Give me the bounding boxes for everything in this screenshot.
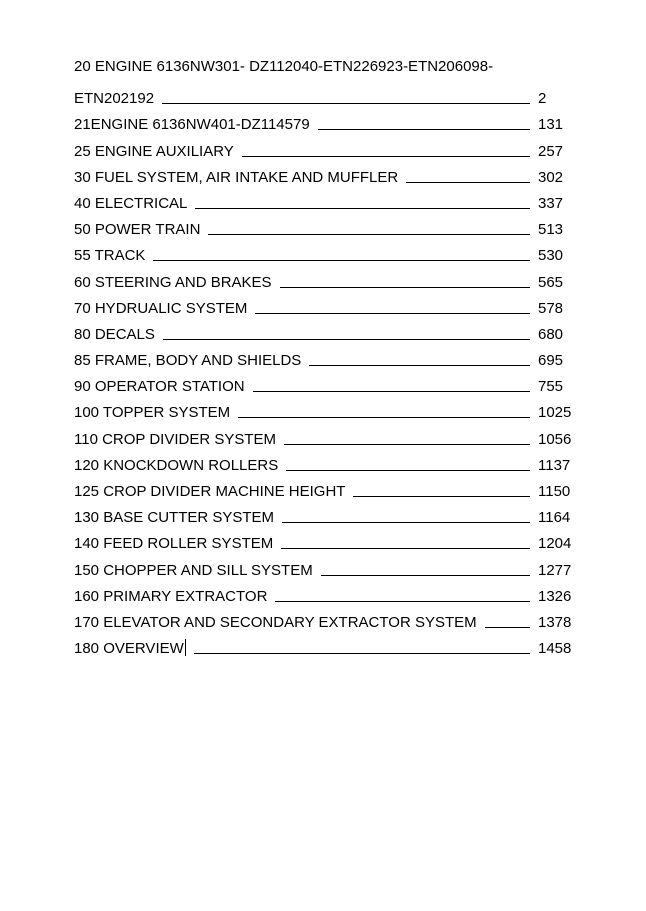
- toc-entry[interactable]: [74, 581, 574, 607]
- toc-entry-page: 1056: [538, 430, 572, 448]
- toc-entry-title: 170 ELEVATOR AND SECONDARY EXTRACTOR SYSTEM: [74, 613, 477, 631]
- toc-entry-title: 85 FRAME, BODY AND SHIELDS: [74, 352, 302, 370]
- toc-entry-title: 30 FUEL SYSTEM, AIR INTAKE AND MUFFLER: [74, 168, 399, 186]
- toc-entry[interactable]: [74, 528, 574, 554]
- toc-entry[interactable]: [74, 371, 574, 397]
- dotted-leader-line: [281, 548, 530, 549]
- dotted-leader-line: [253, 391, 530, 392]
- toc-entry-title: 80 DECALS: [74, 325, 155, 343]
- toc-entry-title: 110 CROP DIVIDER SYSTEM: [74, 430, 277, 448]
- toc-entry-title: 25 ENGINE AUXILIARY: [74, 142, 234, 160]
- dotted-leader-line: [485, 627, 530, 628]
- dotted-leader-line: [309, 365, 530, 366]
- toc-entry-20-line1[interactable]: 20 ENGINE 6136NW301- DZ112040-ETN226923-ETN206098-: [74, 58, 494, 75]
- dotted-leader-line: [318, 129, 530, 130]
- toc-entry-page: 1458: [538, 640, 572, 658]
- dotted-leader-line: [153, 260, 530, 261]
- toc-entry-page: 1277: [538, 561, 572, 579]
- toc-entry[interactable]: [74, 554, 574, 580]
- toc-entry[interactable]: [74, 397, 574, 423]
- dotted-leader-line: [282, 522, 530, 523]
- toc-entry-page: 513: [538, 221, 564, 239]
- toc-entry[interactable]: [74, 633, 574, 659]
- toc-entry[interactable]: [74, 188, 574, 214]
- toc-entry[interactable]: [74, 162, 574, 188]
- toc-entry-20[interactable]: [74, 83, 574, 109]
- toc-entry-page: 1326: [538, 587, 572, 605]
- dotted-leader-line: [280, 287, 530, 288]
- toc-entry[interactable]: [74, 423, 574, 449]
- toc-entry[interactable]: [74, 135, 574, 161]
- toc-entry[interactable]: [74, 293, 574, 319]
- dotted-leader-line: [238, 417, 530, 418]
- toc-entry[interactable]: [74, 450, 574, 476]
- toc-entry-title: 120 KNOCKDOWN ROLLERS: [74, 456, 279, 474]
- toc-entry-title: 21ENGINE 6136NW401-DZ114579: [74, 116, 310, 134]
- toc-entry[interactable]: [74, 476, 574, 502]
- toc-entry[interactable]: [74, 502, 574, 528]
- dotted-leader-line: [255, 313, 530, 314]
- toc-entry-title: 140 FEED ROLLER SYSTEM: [74, 535, 274, 553]
- toc-entry-page: 131: [538, 116, 564, 134]
- toc-entry-page: 1378: [538, 613, 572, 631]
- toc-entry-page: 2: [538, 90, 547, 108]
- table-of-contents: [74, 57, 574, 659]
- dotted-leader-line: [242, 156, 530, 157]
- dotted-leader-line: [286, 470, 530, 471]
- toc-entry[interactable]: [74, 266, 574, 292]
- toc-entry-title: 70 HYDRUALIC SYSTEM: [74, 299, 248, 317]
- toc-entry-title: 90 OPERATOR STATION: [74, 378, 245, 396]
- dotted-leader-line: [275, 601, 530, 602]
- toc-entry[interactable]: [74, 109, 574, 135]
- toc-entry-title: 125 CROP DIVIDER MACHINE HEIGHT: [74, 483, 346, 500]
- text-cursor: [185, 639, 186, 656]
- dotted-leader-line: [353, 496, 530, 497]
- dotted-leader-line: [284, 444, 530, 445]
- toc-entry-title: 50 POWER TRAIN: [74, 221, 201, 239]
- toc-entry-page: 1204: [538, 535, 572, 553]
- toc-entry-page: 257: [538, 142, 564, 160]
- toc-entry-title: ETN202192: [74, 90, 155, 108]
- toc-entry-page: 565: [538, 273, 564, 291]
- dotted-leader-line: [208, 234, 530, 235]
- dotted-leader-line: [406, 182, 530, 183]
- dotted-leader-line: [162, 103, 530, 104]
- toc-entry[interactable]: [74, 345, 574, 371]
- toc-entry-title: 60 STEERING AND BRAKES: [74, 273, 272, 291]
- toc-entry-page: 337: [538, 194, 564, 212]
- toc-entry-title: 180 OVERVIEW: [74, 640, 184, 658]
- toc-entry-page: 578: [538, 299, 564, 317]
- dotted-leader-line: [321, 575, 530, 576]
- toc-entry[interactable]: [74, 214, 574, 240]
- toc-entry[interactable]: [74, 607, 574, 633]
- toc-entry-title: 55 TRACK: [74, 247, 146, 265]
- toc-entry-title: 130 BASE CUTTER SYSTEM: [74, 509, 275, 527]
- toc-entry-page: 530: [538, 247, 564, 265]
- toc-entry-page: 1137: [538, 456, 571, 474]
- toc-entry-title: 100 TOPPER SYSTEM: [74, 404, 231, 422]
- toc-entry-title: 160 PRIMARY EXTRACTOR: [74, 587, 268, 605]
- toc-entry-page: 680: [538, 325, 564, 343]
- toc-entry-page: 1150: [538, 483, 571, 500]
- dotted-leader-line: [195, 208, 530, 209]
- toc-entry-page: 1025: [538, 404, 572, 422]
- toc-entry-page: 302: [538, 168, 564, 186]
- toc-entry-page: 695: [538, 352, 564, 370]
- toc-entry-title: 40 ELECTRICAL: [74, 194, 188, 212]
- toc-entry[interactable]: [74, 319, 574, 345]
- dotted-leader-line: [163, 339, 530, 340]
- toc-entry-title: 150 CHOPPER AND SILL SYSTEM: [74, 561, 313, 579]
- toc-entry-page: 755: [538, 378, 564, 396]
- toc-entry-page: 1164: [538, 509, 571, 527]
- dotted-leader-line: [194, 653, 530, 654]
- toc-entry-title-wrap: [74, 639, 186, 659]
- toc-entry[interactable]: [74, 240, 574, 266]
